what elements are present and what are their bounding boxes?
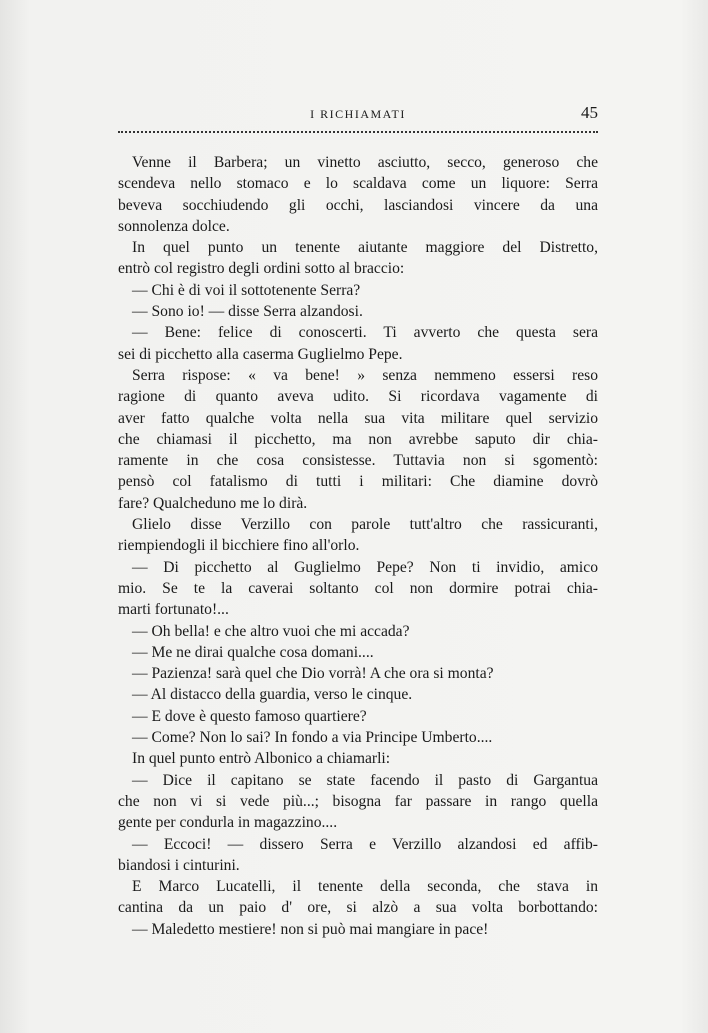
- text-line: gente per condurla in magazzino....: [118, 814, 338, 832]
- text-line: — Maledetto mestiere! non si può mai mangiare in pace!: [132, 920, 489, 938]
- text-line: beveva socchiudendo gli occhi, lasciandosi vincere da una: [118, 196, 598, 214]
- page-number: 45: [581, 103, 598, 122]
- text-line: mio. Se te la caverai soltanto col non dormire potrai chia-: [118, 579, 598, 597]
- page-header: [118, 103, 598, 133]
- text-line: Glielo disse Verzillo con parole tutt'altro che rassicuranti,: [132, 516, 598, 534]
- body-text: [118, 152, 598, 940]
- text-line: E Marco Lucatelli, il tenente della seconda, che stava in: [132, 878, 598, 896]
- text-line: Venne il Barbera; un vinetto asciutto, secco, generoso che: [132, 154, 598, 171]
- text-line: — Eccoci! — dissero Serra e Verzillo alzandosi ed affib-: [132, 835, 598, 853]
- text-line: — Come? Non lo sai? In fondo a via Principe Umberto....: [132, 729, 493, 747]
- text-line: aver fatto qualche volta nella sua vita militare quel servizio: [118, 409, 598, 427]
- text-line: entrò col registro degli ordini sotto al braccio:: [118, 260, 405, 278]
- text-line: — E dove è questo famoso quartiere?: [132, 707, 367, 725]
- text-line: Serra rispose: « va bene! » senza nemmeno essersi reso: [132, 366, 598, 384]
- text-line: che non vi si vede più...; bisogna far passare in rango quella: [118, 792, 598, 810]
- text-line: scendeva nello stomaco e lo scaldava come un liquore: Serra: [118, 175, 598, 193]
- header-rule: [118, 131, 598, 133]
- text-line: — Dice il capitano se state facendo il pasto di Gargantua: [132, 771, 598, 789]
- text-line: — Sono io! — disse Serra alzandosi.: [132, 303, 363, 321]
- text-line: — Pazienza! sarà quel che Dio vorrà! A che ora si monta?: [132, 665, 494, 683]
- text-line: pensò col fatalismo di tutti i militari: Che diamine dovrò: [118, 473, 598, 491]
- text-line: cantina da un paio d' ore, si alzò a sua volta borbottando:: [118, 899, 598, 917]
- text-line: In quel punto un tenente aiutante maggiore del Distretto,: [132, 239, 598, 257]
- text-line: In quel punto entrò Albonico a chiamarli:: [132, 750, 391, 768]
- text-line: sei di picchetto alla caserma Guglielmo Pepe.: [118, 345, 403, 363]
- text-line: sonnolenza dolce.: [118, 217, 230, 235]
- text-line: — Me ne dirai qualche cosa domani....: [132, 643, 374, 661]
- running-title: I RICHIAMATI: [310, 107, 406, 121]
- text-line: biandosi i cinturini.: [118, 856, 240, 874]
- text-line: ragione di quanto aveva udito. Si ricordava vagamente di: [118, 388, 598, 406]
- text-line: riempiendogli il bicchiere fino all'orlo.: [118, 537, 360, 555]
- text-line: — Di picchetto al Guglielmo Pepe? Non ti invidio, amico: [132, 558, 598, 576]
- text-line: — Oh bella! e che altro vuoi che mi accada?: [132, 622, 410, 640]
- text-line: — Bene: felice di conoscerti. Ti avverto che questa sera: [132, 324, 598, 342]
- text-line: fare? Qualcheduno me lo dirà.: [118, 494, 308, 512]
- text-line: che chiamasi il picchetto, ma non avrebbe saputo dir chia-: [118, 430, 598, 448]
- text-line: — Chi è di voi il sottotenente Serra?: [132, 281, 361, 299]
- text-line: ramente in che cosa consistesse. Tuttavia non si sgomentò:: [118, 452, 598, 470]
- text-line: — Al distacco della guardia, verso le cinque.: [132, 686, 413, 704]
- text-line: marti fortunato!...: [118, 601, 229, 619]
